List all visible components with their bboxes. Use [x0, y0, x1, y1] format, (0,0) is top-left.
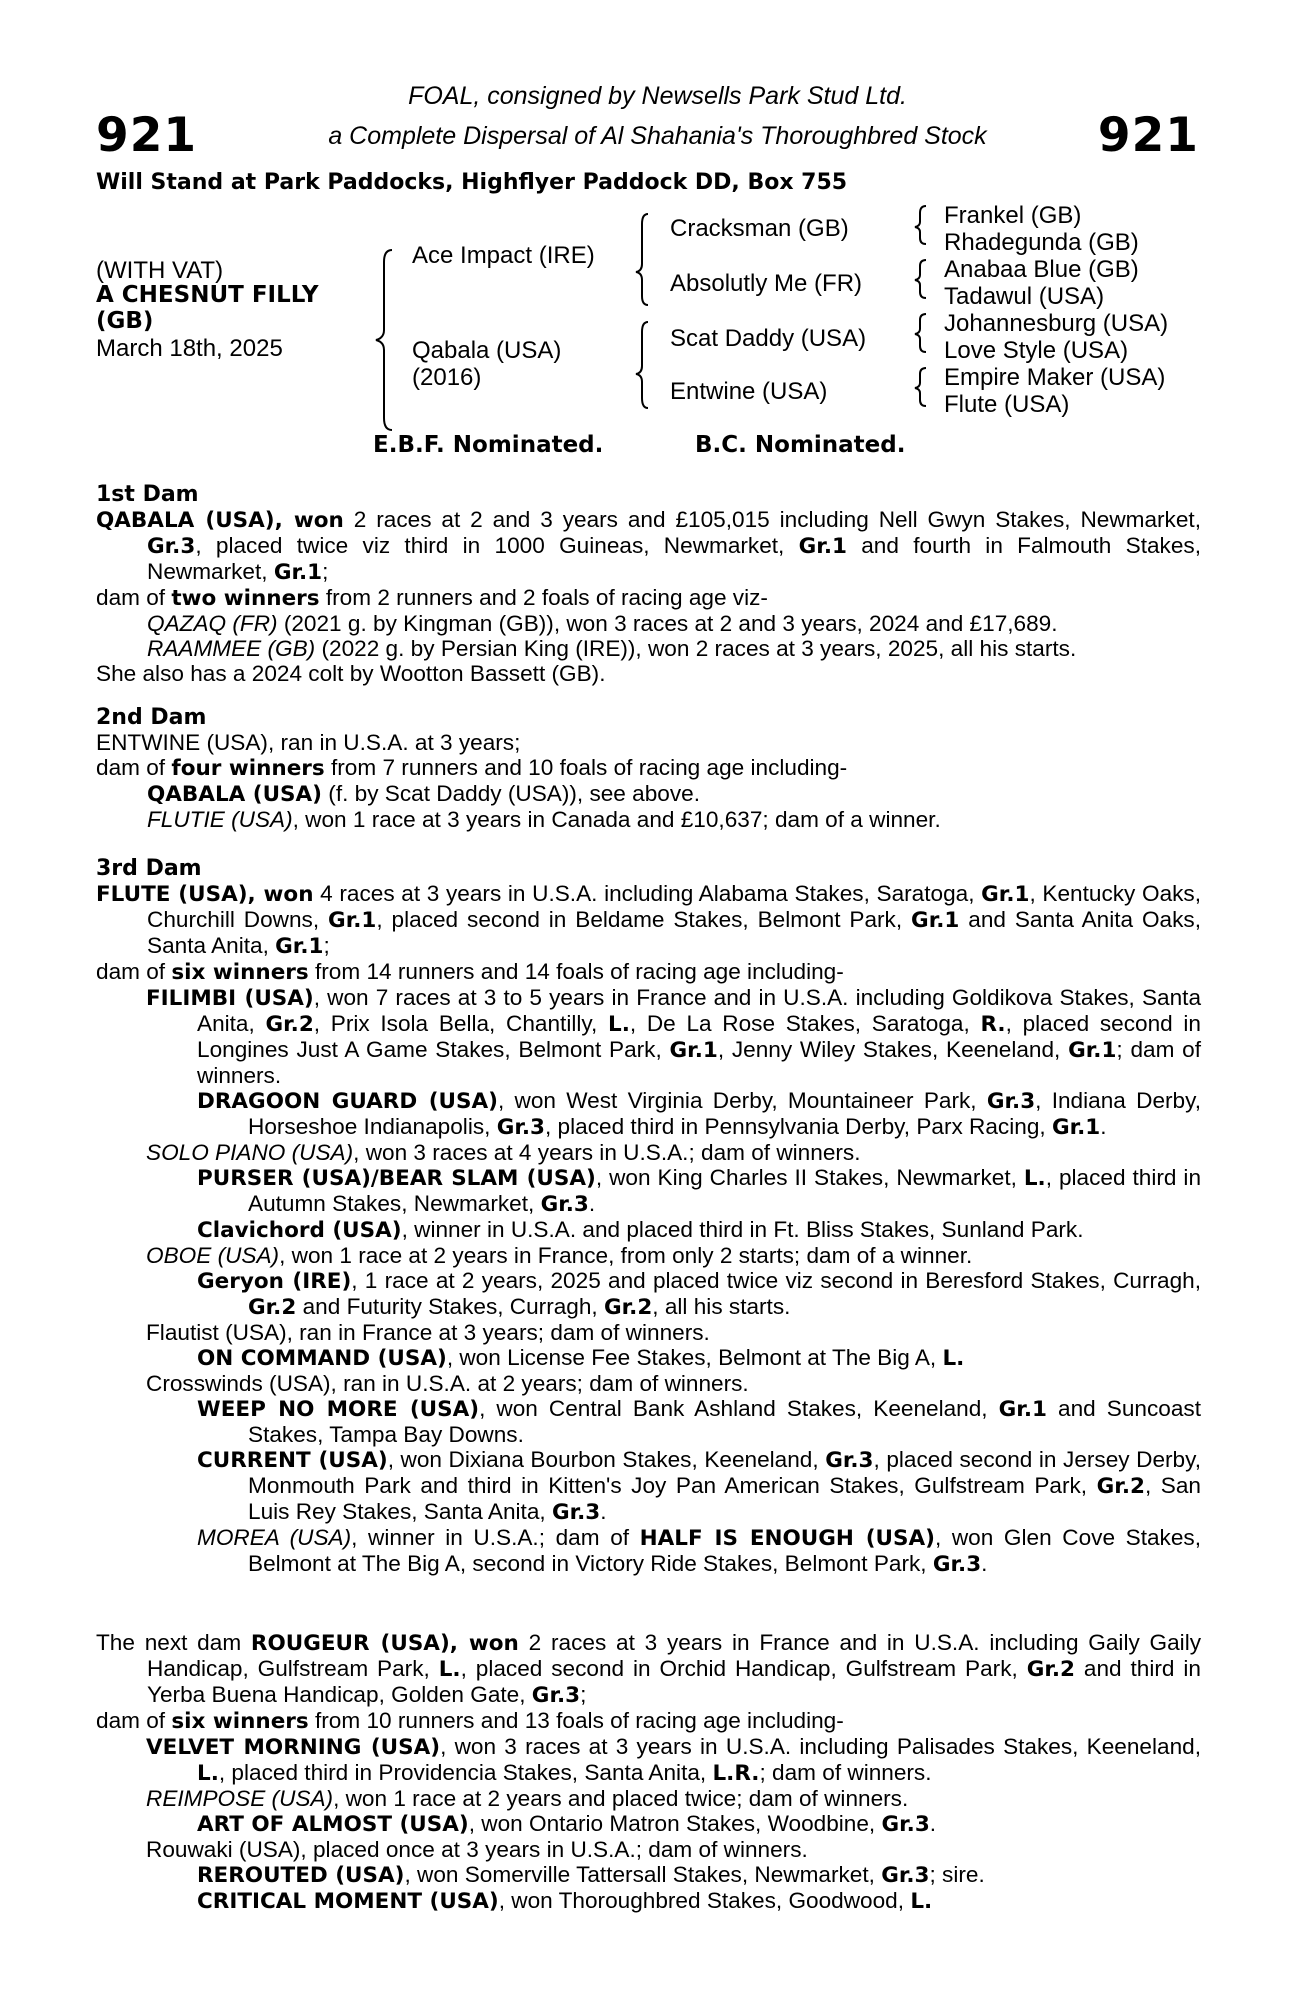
produce-art-of-almost: ART OF ALMOST (USA), won Ontario Matron Stakes, Woodbine, Gr.3. — [197, 1811, 937, 1837]
produce-flutie: FLUTIE (USA), won 1 race at 3 years in Canada and £10,637; dam of a winner. — [147, 807, 941, 832]
pedigree-ggp-7: Empire Maker (USA) — [944, 364, 1166, 391]
lot-number-left: 921 — [96, 108, 198, 163]
next-dam-record: The next dam ROUGEUR (USA), won 2 races at 3 years in France and in U.S.A. including Gaily Gaily Handicap, Gulfstream Park, L., placed second in Orchid Handicap, Gulfstream Park, Gr.2 and third in Yerba Buena Handicap, Golden Gate, Gr.3; — [96, 1630, 1202, 1708]
produce-clavichord: Clavichord (USA), winner in U.S.A. and placed third in Ft. Bliss Stakes, Sunland Park. — [197, 1217, 1084, 1243]
bc-nomination: B.C. Nominated. — [695, 432, 906, 458]
lot-name-country: (GB) — [96, 308, 154, 334]
pedigree-dam-dam: Entwine (USA) — [670, 378, 828, 405]
stand-location: Will Stand at Park Paddocks, Highflyer Paddock DD, Box 755 — [96, 170, 848, 195]
pedigree-sire: Ace Impact (IRE) — [412, 242, 595, 269]
first-dam-section — [96, 482, 1201, 686]
produce-current: CURRENT (USA), won Dixiana Bourbon Stakes, Keeneland, Gr.3, placed second in Jersey Derby, Monmouth Park and third in Kitten's Joy Pan American Stakes, Gulfstream Park, Gr.2, San Luis Rey Stakes, Santa Anita, Gr.3. — [197, 1447, 1201, 1525]
consignor-line: FOAL, consigned by Newsells Park Stud Ltd. — [408, 82, 907, 110]
produce-raammee: RAAMMEE (GB) (2022 g. by Persian King (IRE)), won 2 races at 3 years, 2025, all his starts. — [147, 636, 1077, 661]
lot-name: A CHESNUT FILLY — [96, 282, 319, 308]
produce-morea: MOREA (USA), winner in U.S.A.; dam of HALF IS ENOUGH (USA), won Glen Cove Stakes, Belmont at The Big A, second in Victory Ride Stakes, Belmont Park, Gr.3. — [197, 1525, 1201, 1577]
pedigree-ggp-5: Johannesburg (USA) — [944, 310, 1169, 337]
pedigree-dam-year: (2016) — [412, 364, 482, 391]
produce-velvet-morning: VELVET MORNING (USA), won 3 races at 3 years in U.S.A. including Palisades Stakes, Keeneland, L., placed third in Providencia Stakes, Santa Anita, L.R.; dam of winners. — [146, 1734, 1201, 1786]
produce-flautist: Flautist (USA), ran in France at 3 years; dam of winners. — [146, 1320, 710, 1345]
dispersal-line: a Complete Dispersal of Al Shahania's Thoroughbred Stock — [328, 122, 987, 150]
pedigree-ggp-2: Rhadegunda (GB) — [944, 229, 1139, 256]
produce-dragoon-guard: DRAGOON GUARD (USA), won West Virginia Derby, Mountaineer Park, Gr.3, Indiana Derby, Horseshoe Indianapolis, Gr.3, placed third in Pennsylvania Derby, Parx Racing, Gr.1. — [197, 1088, 1201, 1140]
first-dam-heading: 1st Dam — [96, 482, 199, 507]
next-dam-produce-summary: dam of six winners from 10 runners and 13 foals of racing age including- — [96, 1708, 844, 1734]
produce-on-command: ON COMMAND (USA), won License Fee Stakes, Belmont at The Big A, L. — [197, 1345, 965, 1371]
pedigree-sire-dam: Absolutly Me (FR) — [670, 270, 863, 297]
foaling-date: March 18th, 2025 — [96, 335, 283, 362]
second-dam-produce-summary: dam of four winners from 7 runners and 10 foals of racing age including- — [96, 755, 848, 781]
pedigree-ggp-4: Tadawul (USA) — [944, 283, 1105, 310]
second-dam-record: ENTWINE (USA), ran in U.S.A. at 3 years; — [96, 730, 521, 755]
third-dam-produce-summary: dam of six winners from 14 runners and 14 foals of racing age including- — [96, 959, 844, 985]
vat-note: (WITH VAT) — [96, 257, 224, 284]
first-dam-produce-summary: dam of two winners from 2 runners and 2 foals of racing age viz- — [96, 585, 768, 611]
produce-solo-piano: SOLO PIANO (USA), won 3 races at 4 years in U.S.A.; dam of winners. — [146, 1140, 861, 1165]
first-dam-record: QABALA (USA), won 2 races at 2 and 3 years and £105,015 including Nell Gwyn Stakes, Newmarket, Gr.3, placed twice viz third in 1000 Guineas, Newmarket, Gr.1 and fourth in Falmouth Stakes, Newmarket, Gr.1; — [96, 507, 1201, 585]
produce-crosswinds: Crosswinds (USA), ran in U.S.A. at 2 years; dam of winners. — [146, 1371, 749, 1396]
produce-qazaq: QAZAQ (FR) (2021 g. by Kingman (GB)), won 3 races at 2 and 3 years, 2024 and £17,689. — [147, 611, 1058, 636]
third-dam-section — [96, 856, 1201, 1577]
pedigree-ggp-1: Frankel (GB) — [944, 202, 1082, 229]
produce-critical-moment: CRITICAL MOMENT (USA), won Thoroughbred Stakes, Goodwood, L. — [197, 1888, 933, 1914]
produce-qabala: QABALA (USA) (f. by Scat Daddy (USA)), see above. — [147, 781, 700, 807]
lot-number-right: 921 — [1097, 108, 1199, 163]
pedigree-dam-sire: Scat Daddy (USA) — [670, 325, 867, 352]
second-dam-section — [96, 705, 1201, 832]
pedigree-ggp-6: Love Style (USA) — [944, 337, 1129, 364]
second-dam-heading: 2nd Dam — [96, 705, 207, 730]
produce-purser: PURSER (USA)/BEAR SLAM (USA), won King Charles II Stakes, Newmarket, L., placed third in Autumn Stakes, Newmarket, Gr.3. — [197, 1165, 1202, 1217]
produce-oboe: OBOE (USA), won 1 race at 2 years in France, from only 2 starts; dam of a winner. — [146, 1243, 973, 1268]
produce-rouwaki: Rouwaki (USA), placed once at 3 years in U.S.A.; dam of winners. — [146, 1837, 808, 1862]
third-dam-record: FLUTE (USA), won 4 races at 3 years in U.S.A. including Alabama Stakes, Saratoga, Gr.1, Kentucky Oaks, Churchill Downs, Gr.1, placed second in Beldame Stakes, Belmont Park, Gr.1 and Santa Anita Oaks, Santa Anita, Gr.1; — [96, 881, 1202, 959]
produce-geryon: Geryon (IRE), 1 race at 2 years, 2025 and placed twice viz second in Beresford Stakes, Curragh, Gr.2 and Futurity Stakes, Curragh, Gr.2, all his starts. — [197, 1268, 1201, 1320]
pedigree-dam: Qabala (USA) — [412, 337, 562, 364]
produce-rerouted: REROUTED (USA), won Somerville Tattersall Stakes, Newmarket, Gr.3; sire. — [197, 1862, 985, 1888]
third-dam-heading: 3rd Dam — [96, 856, 202, 881]
pedigree-sire-sire: Cracksman (GB) — [670, 215, 849, 242]
produce-weep-no-more: WEEP NO MORE (USA), won Central Bank Ashland Stakes, Keeneland, Gr.1 and Suncoast Stakes, Tampa Bay Downs. — [197, 1396, 1201, 1447]
pedigree-ggp-8: Flute (USA) — [944, 391, 1070, 418]
ebf-nomination: E.B.F. Nominated. — [373, 432, 604, 458]
produce-filimbi: FILIMBI (USA), won 7 races at 3 to 5 years in France and in U.S.A. including Goldikova Stakes, Santa Anita, Gr.2, Prix Isola Bella, Chantilly, L., De La Rose Stakes, Saratoga, R., placed second in Longines Just A Game Stakes, Belmont Park, Gr.1, Jenny Wiley Stakes, Keeneland, Gr.1; dam of winners. — [146, 985, 1202, 1088]
produce-reimpose: REIMPOSE (USA), won 1 race at 2 years and placed twice; dam of winners. — [146, 1786, 909, 1811]
first-dam-note: She also has a 2024 colt by Wootton Bassett (GB). — [96, 661, 606, 686]
pedigree-ggp-3: Anabaa Blue (GB) — [944, 256, 1139, 283]
next-dam-section — [96, 1630, 1201, 1914]
